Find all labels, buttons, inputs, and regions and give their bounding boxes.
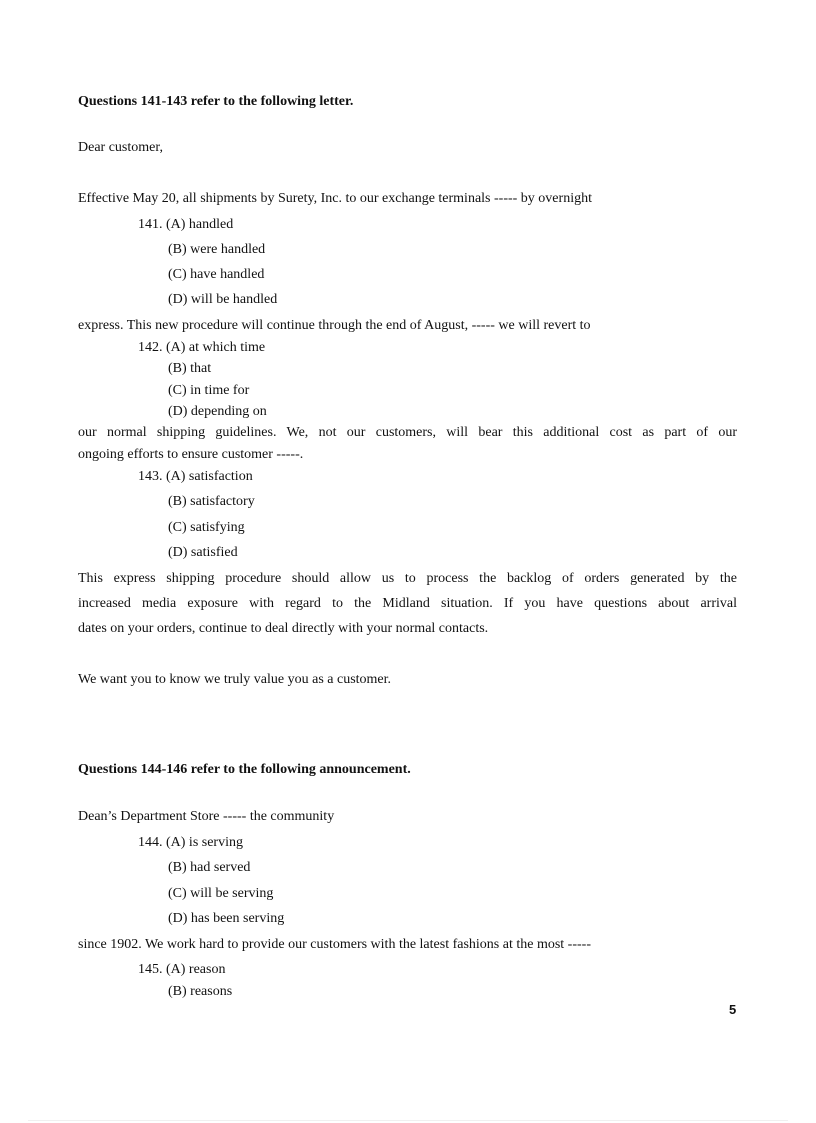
question-144-option-c: (C) will be serving (168, 886, 274, 901)
question-144-stem: 144. (A) is serving (138, 835, 243, 850)
paragraph-line: dates on your orders, continue to deal directly with your normal contacts. (78, 621, 489, 636)
paragraph-line: Dean’s Department Store ----- the community (78, 809, 335, 824)
paragraph-line: increased media exposure with regard to the Midland situation. If you have questions about arrival (78, 596, 737, 611)
question-145-option-b: (B) reasons (168, 984, 233, 999)
greeting: Dear customer, (78, 140, 163, 155)
page-bottom-divider (28, 1120, 788, 1121)
question-142-option-b: (B) that (168, 361, 212, 376)
question-143-option-c: (C) satisfying (168, 520, 245, 535)
paragraph-line: our normal shipping guidelines. We, not our customers, will bear this additional cost as part of our (78, 425, 737, 440)
question-142-option-d: (D) depending on (168, 404, 267, 419)
paragraph-line: Effective May 20, all shipments by Surety, Inc. to our exchange terminals ----- by overnight (78, 191, 592, 206)
section-heading-144-146: Questions 144-146 refer to the following announcement. (78, 762, 411, 777)
question-142-option-c: (C) in time for (168, 383, 250, 398)
question-141-option-d: (D) will be handled (168, 292, 278, 307)
closing-line: We want you to know we truly value you as a customer. (78, 672, 392, 687)
question-144-option-b: (B) had served (168, 860, 251, 875)
question-143-stem: 143. (A) satisfaction (138, 469, 253, 484)
page-number: 5 (729, 1002, 737, 1017)
question-143-option-d: (D) satisfied (168, 545, 238, 560)
paragraph-line: express. This new procedure will continue through the end of August, ----- we will revert to (78, 318, 591, 333)
question-145-stem: 145. (A) reason (138, 962, 226, 977)
section-heading-141-143: Questions 141-143 refer to the following letter. (78, 94, 354, 109)
question-143-option-b: (B) satisfactory (168, 494, 255, 509)
question-141-stem: 141. (A) handled (138, 217, 234, 232)
question-141-option-c: (C) have handled (168, 267, 265, 282)
question-141-option-b: (B) were handled (168, 242, 266, 257)
paragraph-line: since 1902. We work hard to provide our customers with the latest fashions at the most ----- (78, 937, 591, 952)
question-144-option-d: (D) has been serving (168, 911, 285, 926)
paragraph-line: This express shipping procedure should allow us to process the backlog of orders generated by the (78, 571, 737, 586)
paragraph-line: ongoing efforts to ensure customer -----. (78, 447, 304, 462)
question-142-stem: 142. (A) at which time (138, 340, 266, 355)
